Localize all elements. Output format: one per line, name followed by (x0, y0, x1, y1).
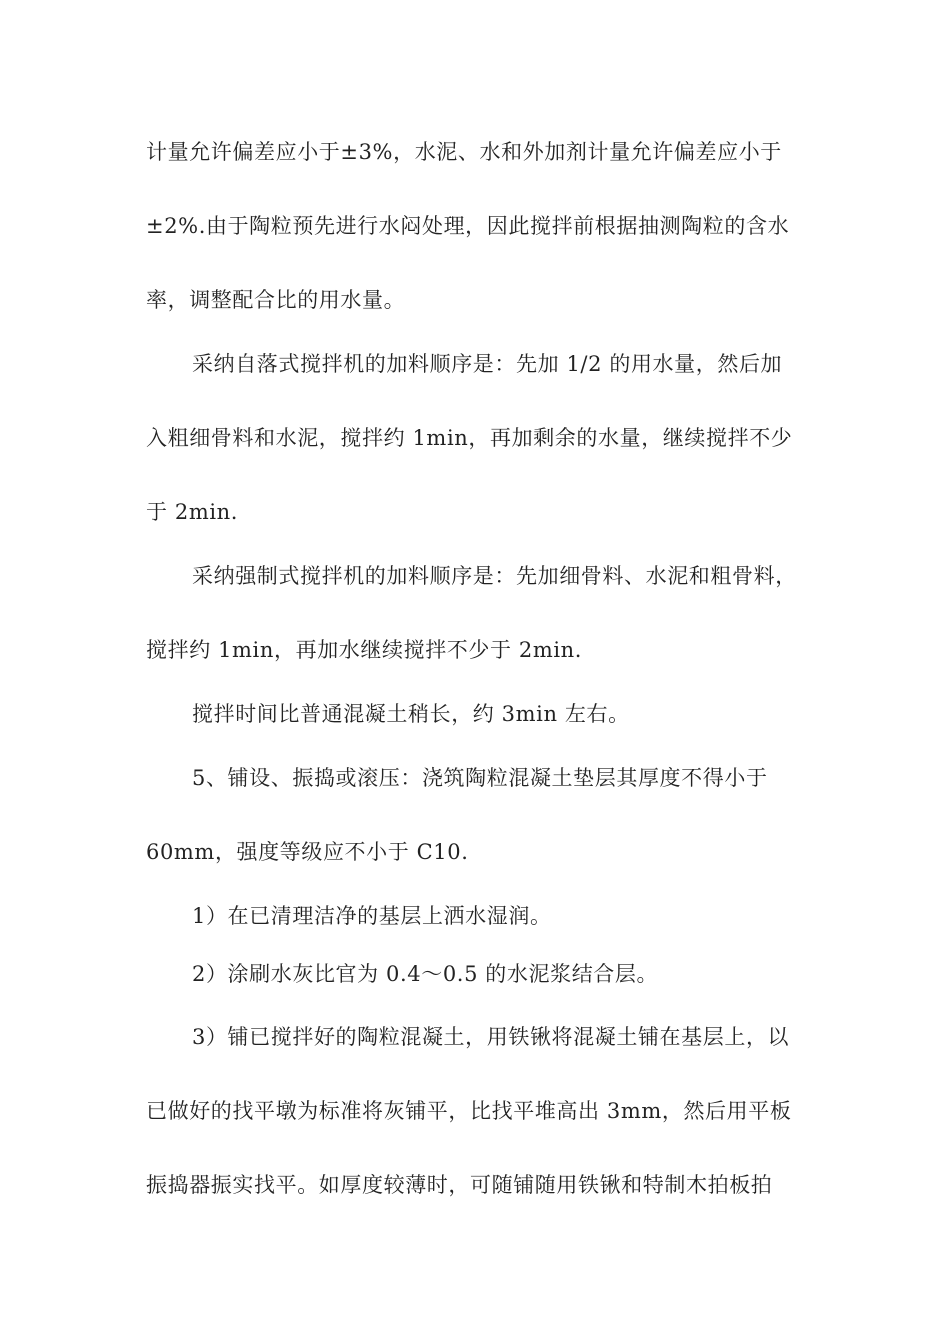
text-line: 60mm，强度等级应不小于 C10. (146, 840, 469, 864)
text-line: 搅拌约 1min，再加水继续搅拌不少于 2min. (146, 638, 583, 662)
text-line: 采纳强制式搅拌机的加料顺序是：先加细骨料、水泥和粗骨料， (192, 564, 797, 588)
text-line: 搅拌时间比普通混凝土稍长，约 3min 左右。 (192, 702, 630, 726)
text-line: 入粗细骨料和水泥，搅拌约 1min，再加剩余的水量，继续搅拌不少 (146, 426, 793, 450)
text-line: 采纳自落式搅拌机的加料顺序是：先加 1/2 的用水量，然后加 (192, 352, 783, 376)
text-line: 计量允许偏差应小于±3%，水泥、水和外加剂计量允许偏差应小于 (146, 140, 782, 164)
text-line: 振捣器振实找平。如厚度较薄时，可随铺随用铁锹和特制木拍板拍 (146, 1173, 773, 1197)
text-line: 于 2min. (146, 500, 239, 524)
text-line: 3）铺已搅拌好的陶粒混凝土，用铁锹将混凝土铺在基层上，以 (192, 1025, 790, 1049)
text-line: 2）涂刷水灰比官为 0.4～0.5 的水泥浆结合层。 (192, 962, 659, 986)
text-line: 已做好的找平墩为标准将灰铺平，比找平堆高出 3mm，然后用平板 (146, 1099, 792, 1123)
text-line: 1）在已清理洁净的基层上洒水湿润。 (192, 904, 552, 928)
text-line: ±2%.由于陶粒预先进行水闷处理，因此搅拌前根据抽测陶粒的含水 (146, 214, 790, 238)
text-line: 率，调整配合比的用水量。 (146, 288, 406, 312)
text-line: 5、铺设、振捣或滚压：浇筑陶粒混凝土垫层其厚度不得小于 (192, 766, 768, 790)
